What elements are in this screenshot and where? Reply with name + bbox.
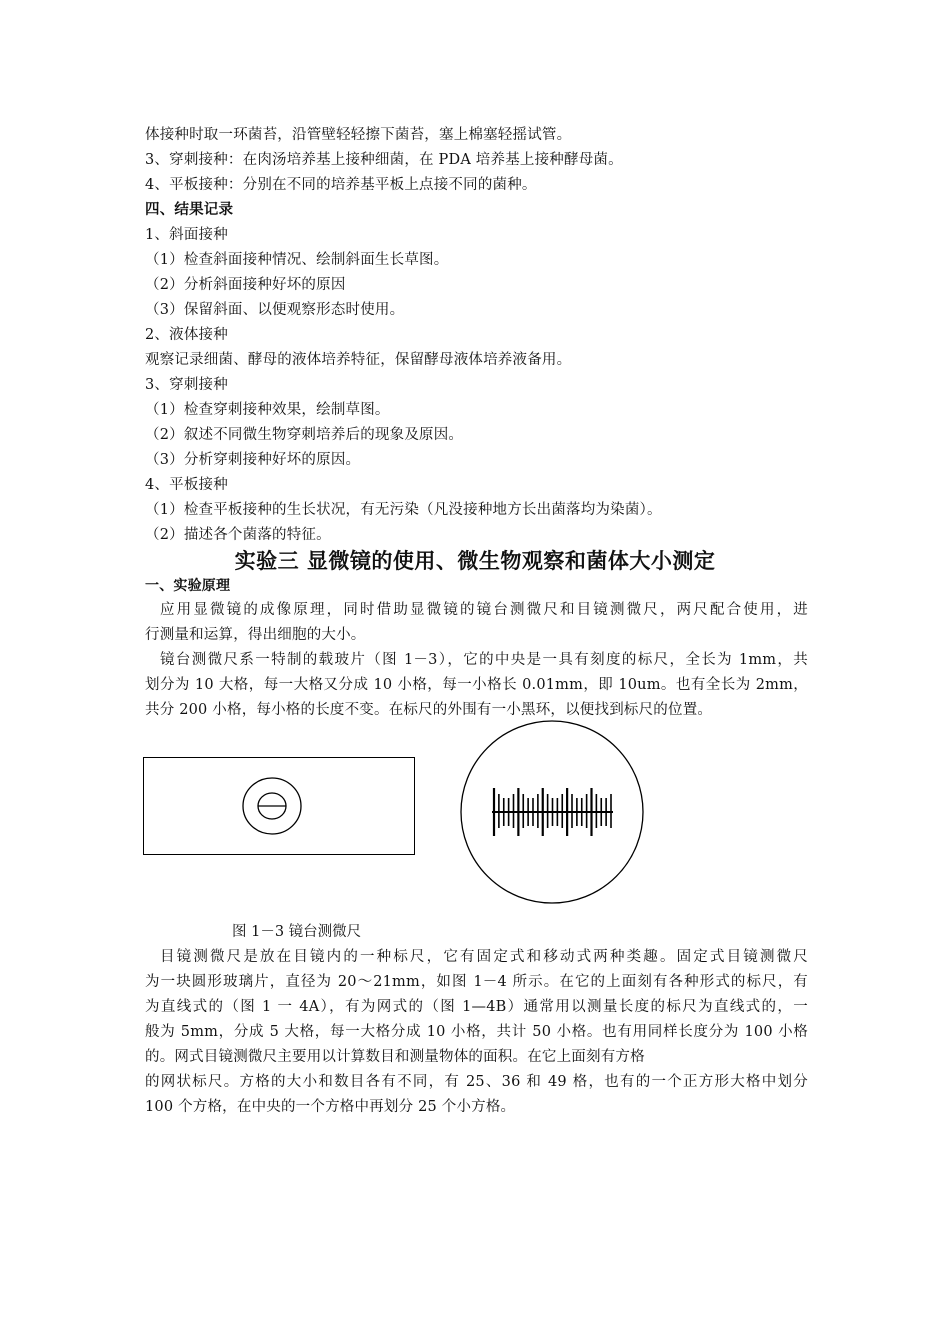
paragraph-line: 的网状标尺。方格的大小和数目各有不同，有 25、36 和 49 格，也有的一个正方形大格中划分 <box>145 1074 808 1090</box>
paragraph-line: 100 个方格，在中央的一个方格中再划分 25 个小方格。 <box>145 1099 516 1115</box>
experiment-title: 实验三 显微镜的使用、微生物观察和菌体大小测定 <box>234 548 716 573</box>
text-line: 3、穿刺接种 <box>145 377 228 393</box>
section-heading: 四、结果记录 <box>145 201 234 218</box>
paragraph-line: 行测量和运算，得出细胞的大小。 <box>145 627 366 643</box>
paragraph-line: 目镜测微尺是放在目镜内的一种标尺，它有固定式和移动式两种类趣。固定式目镜测微尺 <box>160 949 808 965</box>
paragraph-line: 共分 200 小格，每小格的长度不变。在标尺的外围有一小黑环，以便找到标尺的位置。 <box>145 702 713 718</box>
text-line: 4、平板接种：分别在不同的培养基平板上点接不同的菌种。 <box>145 177 537 193</box>
text-line: 3、穿刺接种：在肉汤培养基上接种细菌，在 PDA 培养基上接种酵母菌。 <box>145 152 623 168</box>
figure-caption: 图 1－3 镜台测微尺 <box>232 924 362 940</box>
paragraph-line: 划分为 10 大格，每一大格又分成 10 小格，每一小格长 0.01mm，即 10um。也有全长为 2mm， <box>145 677 808 693</box>
text-line: 2、液体接种 <box>145 327 228 343</box>
paragraph-line: 镜台测微尺系一特制的载玻片（图 1－3），它的中央是一具有刻度的标尺，全长为 1mm，共 <box>160 652 808 668</box>
text-line: （2）描述各个菌落的特征。 <box>145 527 331 543</box>
text-line: （1）检查平板接种的生长状况，有无污染（凡没接种地方长出菌落均为染菌）。 <box>145 502 662 518</box>
paragraph-line: 为直线式的（图 1 一 4A），有为网式的（图 1—4B）通常用以测量长度的标尺为直线式的，一 <box>145 999 808 1015</box>
text-line: （1）检查穿刺接种效果，绘制草图。 <box>145 402 390 418</box>
text-line: 观察记录细菌、酵母的液体培养特征，保留酵母液体培养液备用。 <box>145 352 572 368</box>
text-line: （2）分析斜面接种好坏的原因 <box>145 277 346 293</box>
paragraph-line: 为一块圆形玻璃片，直径为 20～21mm，如图 1－4 所示。在它的上面刻有各种形式的标尺，有 <box>145 974 808 990</box>
text-line: （3）分析穿刺接种好坏的原因。 <box>145 452 361 468</box>
text-line: 体接种时取一环菌苔，沿管壁轻轻擦下菌苔，塞上棉塞轻摇试管。 <box>145 127 572 143</box>
paragraph-line: 的。网式目镜测微尺主要用以计算数目和测量物体的面积。在它上面刻有方格 <box>145 1049 645 1065</box>
principle-heading: 一、实验原理 <box>145 578 231 594</box>
text-line: 4、平板接种 <box>145 477 228 493</box>
text-line: （2）叙述不同微生物穿刺培养后的现象及原因。 <box>145 427 464 443</box>
text-line: （1）检查斜面接种情况、绘制斜面生长草图。 <box>145 252 449 268</box>
paragraph-line: 应用显微镜的成像原理，同时借助显微镜的镜台测微尺和目镜测微尺，两尺配合使用，进 <box>160 602 808 618</box>
text-line: （3）保留斜面、以便观察形态时使用。 <box>145 302 405 318</box>
paragraph-line: 般为 5mm，分成 5 大格，每一大格分成 10 小格，共计 50 小格。也有用同样长度分为 100 小格 <box>145 1024 808 1040</box>
text-line: 1、斜面接种 <box>145 227 228 243</box>
